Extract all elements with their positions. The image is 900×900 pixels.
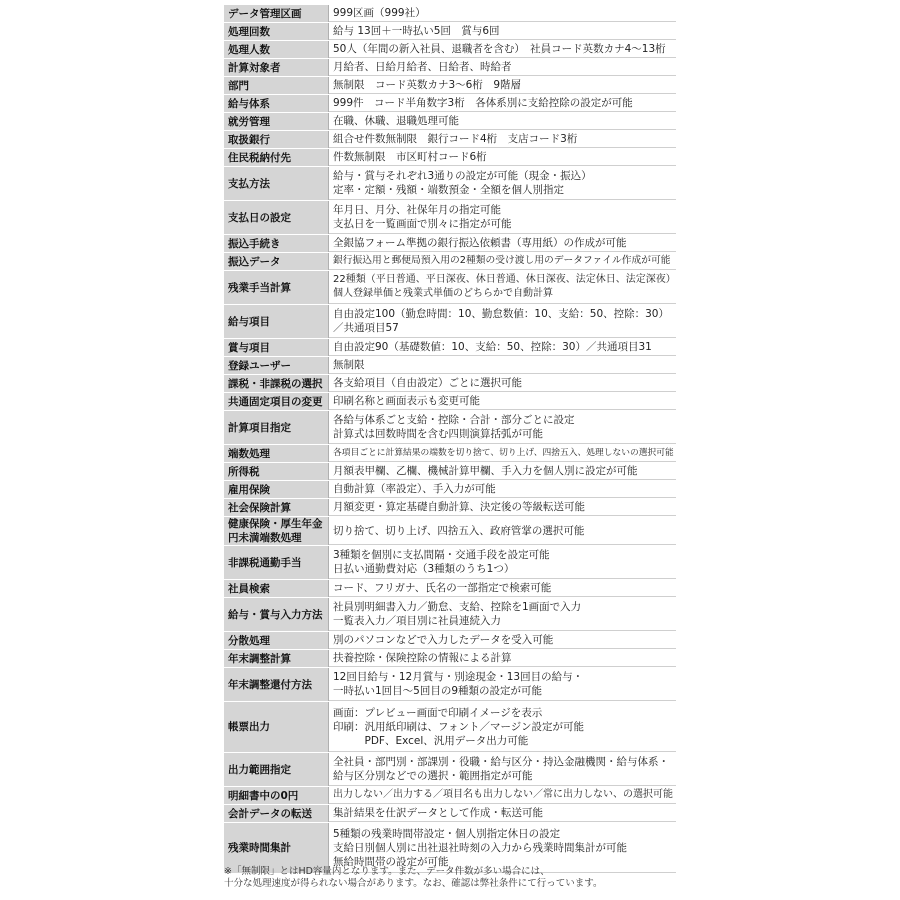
footnote xyxy=(224,866,684,890)
row-value-line: 月給者、日給月給者、日給者、時給者 xyxy=(333,61,512,73)
spec-row xyxy=(224,580,676,597)
row-value xyxy=(329,702,676,752)
row-label: 処理回数 xyxy=(224,23,329,40)
row-value xyxy=(329,650,676,667)
row-label: 支払方法 xyxy=(224,167,329,200)
row-label: 共通固定項目の変更 xyxy=(224,393,329,410)
row-value-line: 一覧表入力／項目別に社員連続入力 xyxy=(333,615,501,627)
spec-row xyxy=(224,59,676,76)
row-value xyxy=(329,5,676,22)
spec-row xyxy=(224,481,676,498)
row-value xyxy=(329,95,676,112)
row-label: 計算対象者 xyxy=(224,59,329,76)
row-label: 給与・賞与入力方法 xyxy=(224,598,329,631)
row-label: 明細書中の0円 xyxy=(224,787,329,804)
row-value-line: 切り捨て、切り上げ、四捨五入、政府管掌の選択可能 xyxy=(333,524,585,537)
row-value-line: 全銀協フォーム準拠の銀行振込依頼書（専用紙）の作成が可能 xyxy=(333,237,627,249)
row-value-line: 各給与体系ごと支給・控除・合計・部分ごとに設定 xyxy=(333,414,575,426)
row-value-line: 5種類の残業時間帯設定・個人別指定休日の設定 xyxy=(333,827,561,840)
row-value-line: PDF、Excel、汎用データ出力可能 xyxy=(333,734,529,747)
spec-row xyxy=(224,393,676,410)
spec-row xyxy=(224,805,676,822)
row-value xyxy=(329,235,676,252)
spec-row xyxy=(224,235,676,252)
row-value xyxy=(329,598,676,631)
spec-row xyxy=(224,632,676,649)
row-label: 社会保険計算 xyxy=(224,499,329,516)
row-value xyxy=(329,580,676,597)
row-value-line: 組合せ件数無制限 銀行コード4桁 支店コード3桁 xyxy=(333,133,578,145)
row-value-line: コード、フリガナ、氏名の一部指定で検索可能 xyxy=(333,582,552,594)
spec-row xyxy=(224,113,676,130)
spec-row xyxy=(224,95,676,112)
row-value-line: 一時払い1回目～5回目の9種類の設定が可能 xyxy=(333,685,543,697)
row-label: 残業手当計算 xyxy=(224,271,329,304)
spec-row xyxy=(224,753,676,786)
spec-row xyxy=(224,357,676,374)
row-value-line: 自由設定100（勤怠時間：10、勤怠数値：10、支給：50、控除：30） xyxy=(333,308,669,320)
row-value-line: 50人（年間の新入社員、退職者を含む） 社員コード英数カナ4～13桁 xyxy=(333,43,666,55)
spec-row xyxy=(224,702,676,752)
row-value-line: 年月日、月分、社保年月の指定可能 xyxy=(333,204,501,216)
row-value xyxy=(329,805,676,822)
row-value xyxy=(329,113,676,130)
spec-table xyxy=(224,4,676,874)
row-value-line: 12回目給与・12月賞与・別途現金・13回目の給与・ xyxy=(333,671,584,683)
spec-row xyxy=(224,463,676,480)
spec-row xyxy=(224,668,676,701)
row-value xyxy=(329,305,676,338)
row-label: 社員検索 xyxy=(224,580,329,597)
row-value-line: 集計結果を仕訳データとして作成・転送可能 xyxy=(333,807,543,819)
row-value xyxy=(329,131,676,148)
spec-row xyxy=(224,167,676,200)
row-value-line: 給与 13回＋一時払い5回 賞与6回 xyxy=(333,25,500,37)
row-value xyxy=(329,41,676,58)
row-value-line: 999件 コード半角数字3桁 各体系別に支給控除の設定が可能 xyxy=(333,97,633,109)
footnote-line-2: 十分な処理速度が得られない場合があります。なお、確認は弊社条件にて行っています。 xyxy=(224,878,603,889)
row-label: 雇用保険 xyxy=(224,481,329,498)
row-label: 所得税 xyxy=(224,463,329,480)
spec-row xyxy=(224,650,676,667)
spec-row xyxy=(224,41,676,58)
row-value-line: 自動計算（率設定）、手入力が可能 xyxy=(333,483,496,495)
row-value-line: 支給日別個人別に出社退社時刻の入力から残業時間集計が可能 xyxy=(333,841,627,854)
row-value-line: 在職、休職、退職処理可能 xyxy=(333,115,459,127)
spec-row xyxy=(224,375,676,392)
spec-row xyxy=(224,339,676,356)
row-value-line: 社員別明細書入力／勤怠、支給、控除を1画面で入力 xyxy=(333,601,582,613)
spec-row xyxy=(224,23,676,40)
row-label: 出力範囲指定 xyxy=(224,753,329,786)
row-value xyxy=(329,463,676,480)
row-value-line: 画面：プレビュー画面で印刷イメージを表示 xyxy=(333,706,543,719)
row-label: 分散処理 xyxy=(224,632,329,649)
row-label: 年末調整計算 xyxy=(224,650,329,667)
row-label: 給与項目 xyxy=(224,305,329,338)
row-value xyxy=(329,753,676,786)
spec-row xyxy=(224,131,676,148)
row-label: 支払日の設定 xyxy=(224,201,329,234)
row-label: 計算項目指定 xyxy=(224,411,329,444)
row-label: 賞与項目 xyxy=(224,339,329,356)
footnote-line-1: ※「無制限」とはHD容量内となります。また、データ件数が多い場合には、 xyxy=(224,866,550,877)
row-value xyxy=(329,481,676,498)
row-value xyxy=(329,445,676,462)
spec-row xyxy=(224,546,676,579)
row-value xyxy=(329,375,676,392)
row-label: 取扱銀行 xyxy=(224,131,329,148)
spec-row xyxy=(224,598,676,631)
row-label: 健康保険・厚生年金円未満端数処理 xyxy=(224,517,329,545)
row-label: 課税・非課税の選択 xyxy=(224,375,329,392)
row-value-line: 計算式は回数時間を含む四則演算括弧が可能 xyxy=(333,428,543,440)
spec-row xyxy=(224,5,676,22)
row-value xyxy=(329,411,676,444)
spec-row xyxy=(224,499,676,516)
row-value-line: 支払日を一覧画面で別々に指定が可能 xyxy=(333,218,512,230)
row-value-line: 日払い通勤費対応（3種類のうち1つ） xyxy=(333,563,515,575)
row-label: 年末調整還付方法 xyxy=(224,668,329,701)
row-label: 振込データ xyxy=(224,253,329,270)
row-label: 残業時間集計 xyxy=(224,823,329,873)
row-value xyxy=(329,517,676,545)
row-value-line: 扶養控除・保険控除の情報による計算 xyxy=(333,652,512,664)
spec-row xyxy=(224,201,676,234)
row-label: 就労管理 xyxy=(224,113,329,130)
row-value-line: 定率・定額・残額・端数預金・全額を個人別指定 xyxy=(333,184,564,196)
row-value-line: 出力しない／出力する／項目名も出力しない／常に出力しない、の選択可能 xyxy=(333,789,673,800)
row-label: 端数処理 xyxy=(224,445,329,462)
spec-row xyxy=(224,77,676,94)
row-value-line: 22種類（平日普通、平日深夜、休日普通、休日深夜、法定休日、法定深夜） xyxy=(333,274,676,285)
row-value-line: 印刷名称と画面表示も変更可能 xyxy=(333,395,480,407)
row-value xyxy=(329,632,676,649)
spec-row xyxy=(224,253,676,270)
row-value-line: 月額表甲欄、乙欄、機械計算甲欄、手入力を個人別に設定が可能 xyxy=(333,465,638,477)
row-value-line: 無制限 コード英数カナ3～6桁 9階層 xyxy=(333,79,522,91)
row-label: 帳票出力 xyxy=(224,702,329,752)
row-label: 住民税納付先 xyxy=(224,149,329,166)
spec-row xyxy=(224,411,676,444)
row-value xyxy=(329,77,676,94)
row-value xyxy=(329,167,676,200)
row-value-line: 自由設定90（基礎数値：10、支給：50、控除：30）／共通項目31 xyxy=(333,341,652,353)
row-value xyxy=(329,253,676,270)
row-value xyxy=(329,23,676,40)
row-value xyxy=(329,201,676,234)
row-value-line: 無給時間帯の設定が可能 xyxy=(333,855,449,868)
row-label: 登録ユーザー xyxy=(224,357,329,374)
row-value xyxy=(329,271,676,304)
row-value-line: 999区画（999社） xyxy=(333,7,426,19)
row-value-line: 3種類を個別に支払間隔・交通手段を設定可能 xyxy=(333,549,550,561)
row-value xyxy=(329,546,676,579)
spec-row xyxy=(224,149,676,166)
row-value xyxy=(329,149,676,166)
row-label: 部門 xyxy=(224,77,329,94)
row-label: 給与体系 xyxy=(224,95,329,112)
spec-row xyxy=(224,517,676,545)
row-value-line: 無制限 xyxy=(333,359,365,371)
row-value-line: 件数無制限 市区町村コード6桁 xyxy=(333,151,487,163)
row-value-line: 月額変更・算定基礎自動計算、決定後の等級転送可能 xyxy=(333,501,585,513)
row-value xyxy=(329,357,676,374)
spec-row xyxy=(224,271,676,304)
row-value xyxy=(329,787,676,804)
row-value xyxy=(329,499,676,516)
row-label: 処理人数 xyxy=(224,41,329,58)
row-value xyxy=(329,668,676,701)
spec-row xyxy=(224,787,676,804)
row-value-line: 給与区分別などでの選択・範囲指定が可能 xyxy=(333,770,533,782)
row-value-line: ／共通項目57 xyxy=(333,322,399,334)
row-value-line: 各項目ごとに計算結果の端数を切り捨て、切り上げ、四捨五入、処理しないの選択可能 xyxy=(333,448,674,458)
row-label: 非課税通勤手当 xyxy=(224,546,329,579)
row-value-line: 個人登録単価と残業式単価のどちらかで自動計算 xyxy=(333,288,553,299)
spec-row xyxy=(224,445,676,462)
row-value-line: 印刷：汎用紙印刷は、フォント／マージン設定が可能 xyxy=(333,720,585,733)
row-value xyxy=(329,59,676,76)
row-value xyxy=(329,339,676,356)
row-label: データ管理区画 xyxy=(224,5,329,22)
row-value-line: 給与・賞与それぞれ3通りの設定が可能（現金・振込） xyxy=(333,170,592,182)
row-value-line: 別のパソコンなどで入力したデータを受入可能 xyxy=(333,634,554,646)
row-label: 振込手続き xyxy=(224,235,329,252)
spec-row xyxy=(224,305,676,338)
row-value-line: 全社員・部門別・部課別・役職・給与区分・持込金融機関・給与体系・ xyxy=(333,756,669,768)
row-label: 会計データの転送 xyxy=(224,805,329,822)
row-value-line: 銀行振込用と郵便局預入用の2種類の受け渡し用のデータファイル作成が可能 xyxy=(333,255,671,266)
row-value-line: 各支給項目（自由設定）ごとに選択可能 xyxy=(333,377,522,389)
row-value xyxy=(329,393,676,410)
